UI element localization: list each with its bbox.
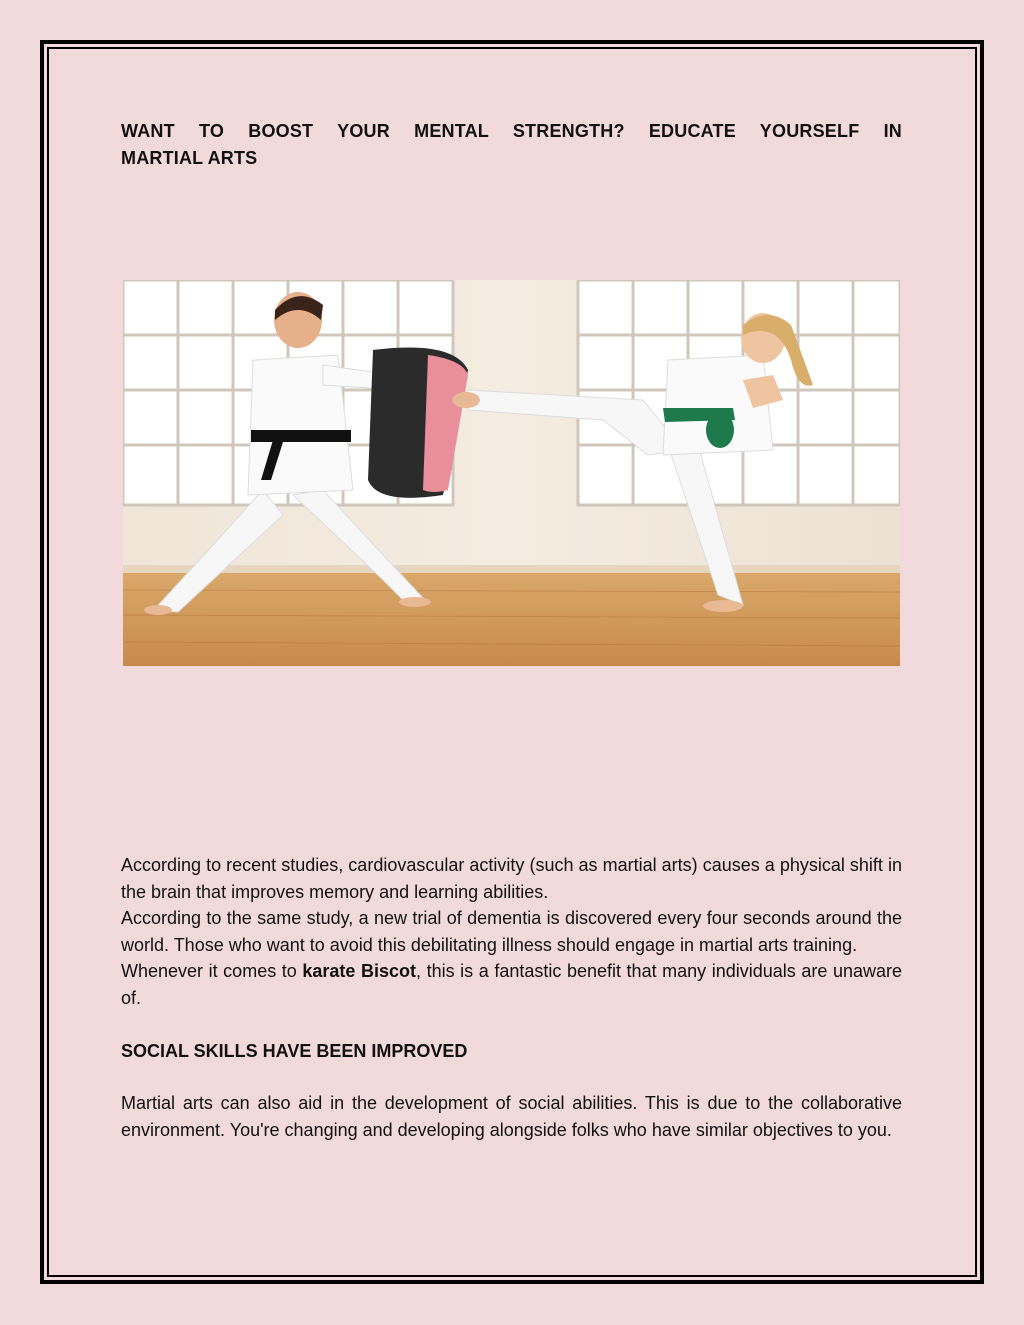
paragraph-3 [121, 958, 902, 1011]
article-title-line-2: MARTIAL ARTS [121, 148, 258, 168]
paragraph-1: According to recent studies, cardiovascular activity (such as martial arts) causes a physical shift in the brain that improves memory and learning abilities. [121, 855, 902, 902]
article-header [121, 118, 902, 172]
paragraph-4: Martial arts can also aid in the development of social abilities. This is due to the collaborative environment. You're changing and developing alongside folks who have similar objectives to you. [121, 1093, 902, 1140]
article-body [121, 852, 902, 1143]
article-title [121, 118, 902, 172]
section-heading: SOCIAL SKILLS HAVE BEEN IMPROVED [121, 1040, 468, 1061]
karate-biscot-keyword: karate Biscot [302, 961, 417, 982]
martial-arts-photo [123, 280, 900, 666]
spacer [121, 1064, 902, 1090]
paragraph-3-after: , this is a fantastic benefit that many individuals are unaware of. [121, 961, 903, 1008]
paragraph-3-before: Whenever it comes to [121, 961, 303, 982]
article-title-line-1: WANT TO BOOST YOUR MENTAL STRENGTH? EDUCATE YOURSELF IN [121, 121, 902, 141]
martial-arts-illustration [123, 280, 900, 666]
paragraph-2: According to the same study, a new trial of dementia is discovered every four seconds around the world. Those who want to avoid this debilitating illness should engage in martial arts training. [121, 908, 902, 955]
spacer [121, 1012, 902, 1038]
